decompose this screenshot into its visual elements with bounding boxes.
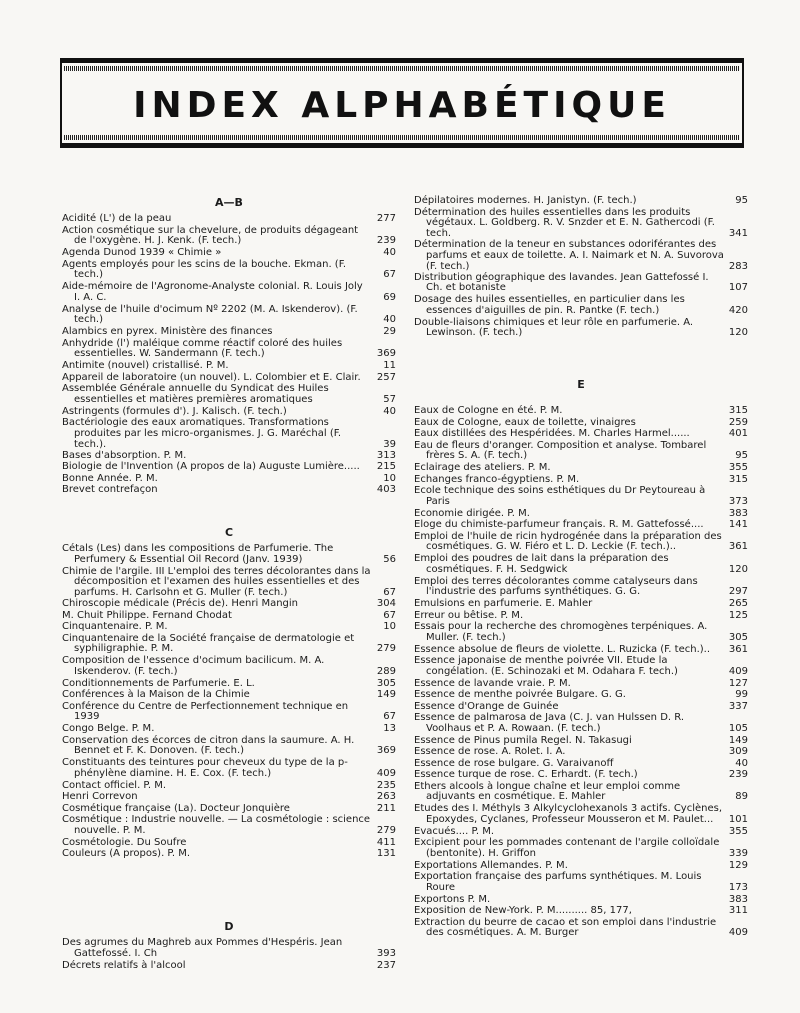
index-entry [414, 906, 748, 917]
index-entry [62, 373, 396, 384]
entry-page-number: 309 [728, 746, 748, 757]
entry-title: Bonne Année. P. M. [62, 472, 158, 484]
entry-page-number: 149 [728, 734, 748, 746]
entry-title: Chiroscopie médicale (Précis de). Henri Mangin [62, 598, 299, 609]
index-entry [62, 474, 396, 485]
entry-title: Etudes des I. Méthyls 3 Alkylcyclohexanols 3 actifs. Cyclènes, Epoxydes, Cyclanes, Professeur Mousseron et M. Paulet... [414, 803, 723, 825]
entry-page-number: 239 [376, 235, 396, 247]
entry-page-number: 393 [376, 947, 396, 959]
entry-page-number: 305 [376, 677, 396, 689]
entry-page-number: 95 [735, 195, 748, 206]
entry-page-number: 411 [376, 836, 396, 848]
entry-page-number: 409 [376, 767, 396, 779]
entry-title: Congo Belge. P. M. [62, 723, 155, 734]
entry-title: Astringents (formules d'). J. Kalisch. (F. tech.) [62, 405, 287, 417]
entry-page-number: 337 [728, 700, 748, 712]
entry-title: Cosmétologie. Du Soufre [62, 836, 187, 848]
entry-page-number: 125 [728, 609, 748, 621]
entry-title: Evacués.... P. M. [414, 825, 495, 837]
entry-page-number: 297 [728, 586, 748, 598]
index-entry [414, 429, 748, 440]
entry-page-number: 56 [383, 553, 396, 565]
index-entry [62, 849, 396, 860]
index-entry [414, 577, 748, 599]
entry-title: Couleurs (A propos). P. M. [62, 848, 191, 859]
page-title: INDEX ALPHABÉTIQUE [133, 85, 671, 126]
entry-page-number: 89 [735, 791, 748, 803]
entry-title: Distribution géographique des lavandes. Jean Gattefossé I. Ch. et botaniste [414, 271, 709, 294]
index-entry [414, 827, 748, 838]
entry-title: Essence de rose. A. Rolet. I. A. [414, 746, 566, 757]
index-entry [414, 318, 748, 340]
entry-page-number: 141 [728, 519, 748, 530]
entry-title: Chimie de l'argile. III L'emploi des terres décolorantes dans la décomposition et l'examen des huiles essentielles et des parfums. H. Carlsohn et G. Muller (F. tech.) [62, 565, 371, 599]
index-entry [414, 759, 748, 770]
entry-title: Constituants des teintures pour cheveux du type de la p-phénylène diamine. H. E. Cox. (F. tech.) [62, 757, 348, 779]
entry-title: Cosmétique : Industrie nouvelle. — La cosmétologie : science nouvelle. P. M. [62, 814, 371, 836]
index-entry [414, 702, 748, 713]
entry-title: Bactériologie des eaux aromatiques. Transformations produites par les micro-organismes. J. G. Maréchal (F. tech.). [62, 417, 342, 450]
index-entry [62, 815, 396, 837]
entry-page-number: 211 [376, 802, 396, 814]
entry-title: Excipient pour les pommades contenant de l'argile colloïdale (bentonite). H. Griffon [414, 837, 720, 859]
index-entry [414, 611, 748, 622]
entry-page-number: 420 [728, 304, 748, 316]
index-entry [62, 339, 396, 361]
entry-page-number: 277 [376, 213, 396, 224]
index-entry [62, 451, 396, 462]
index-entry [414, 208, 748, 240]
index-entry [62, 485, 396, 496]
index-entry [414, 532, 748, 554]
entry-title: Dépilatoires modernes. H. Janistyn. (F. tech.) [414, 195, 637, 206]
index-entry [414, 895, 748, 906]
entry-page-number: 369 [376, 348, 396, 360]
entry-page-number: 373 [728, 495, 748, 507]
entry-title: Emploi des terres décolorantes comme catalyseurs dans l'industrie des parfums synthétiques. G. G. [414, 575, 698, 598]
entry-title: Essais pour la recherche des chromogènes terpéniques. A. Muller. (F. tech.) [414, 621, 708, 643]
entry-page-number: 105 [728, 722, 748, 734]
index-entry [62, 611, 396, 622]
entry-page-number: 361 [728, 643, 748, 655]
entry-page-number: 149 [376, 689, 396, 700]
entry-page-number: 313 [376, 449, 396, 461]
entry-page-number: 409 [728, 665, 748, 677]
entry-title: Economie dirigée. P. M. [414, 507, 530, 519]
index-entry [62, 792, 396, 803]
entry-title: Eloge du chimiste-parfumeur français. R. M. Gattefossé.... [414, 519, 704, 530]
index-entry [62, 781, 396, 792]
entry-title: Exportons P. M. [414, 893, 491, 905]
index-entry [62, 407, 396, 418]
entry-page-number: 13 [383, 723, 396, 734]
index-entry [62, 384, 396, 406]
index-entry [62, 327, 396, 338]
entry-page-number: 259 [728, 416, 748, 428]
entry-title: Anhydride (l') maléique comme réactif coloré des huiles essentielles. W. Sandermann (F. tech.) [62, 337, 343, 360]
index-entry [62, 418, 396, 450]
entry-title: Ecole technique des soins esthétiques du Dr Peytoureau à Paris [414, 485, 706, 507]
entry-title: Alambics en pyrex. Ministère des finances [62, 326, 273, 337]
entry-page-number: 315 [728, 473, 748, 485]
index-entry [62, 679, 396, 690]
entry-title: Conférence du Centre de Perfectionnement technique en 1939 [62, 700, 349, 723]
index-entry [414, 240, 748, 272]
index-entry [414, 656, 748, 678]
entry-page-number: 11 [383, 360, 396, 371]
entry-title: Assemblée Générale annuelle du Syndicat des Huiles essentielles et matières premières aromatiques [62, 383, 329, 405]
index-entry [414, 622, 748, 644]
entry-title: Double-liaisons chimiques et leur rôle en parfumerie. A. Lewinson. (F. tech.) [414, 316, 694, 339]
entry-title: Essence de rose bulgare. G. Varaivanoff [414, 757, 614, 769]
index-entry [62, 599, 396, 610]
entry-title: Exportation française des parfums synthétiques. M. Louis Roure [414, 871, 702, 893]
entry-page-number: 127 [728, 677, 748, 689]
index-entry [414, 861, 748, 872]
entry-page-number: 279 [376, 643, 396, 655]
index-entry [414, 520, 748, 531]
section-heading: E [577, 378, 585, 391]
entry-title: Essence de palmarosa de Java (C. J. van Hulssen D. R. Voolhaus et P. A. Rowaan. (F. tech.) [414, 712, 685, 734]
entry-title: Exposition de New-York. P. M.......... 85, 177, [414, 905, 632, 916]
entry-page-number: 235 [376, 779, 396, 791]
entry-page-number: 341 [728, 228, 748, 240]
entry-page-number: 10 [383, 621, 396, 632]
entry-title: Eclairage des ateliers. P. M. [414, 462, 551, 473]
entry-page-number: 99 [735, 689, 748, 700]
index-entry [414, 196, 748, 207]
entry-title: Brevet contrefaçon [62, 484, 158, 495]
index-entry [62, 282, 396, 304]
index-entry [62, 702, 396, 724]
entry-page-number: 237 [376, 959, 396, 971]
entry-page-number: 29 [383, 326, 396, 337]
entry-page-number: 257 [376, 371, 396, 383]
entry-page-number: 120 [728, 327, 748, 339]
index-entry [62, 544, 396, 566]
entry-page-number: 339 [728, 847, 748, 859]
entry-page-number: 305 [728, 631, 748, 643]
entry-page-number: 215 [376, 461, 396, 472]
index-entry [414, 736, 748, 747]
entry-title: Appareil de laboratoire (un nouvel). L. Colombier et E. Clair. [62, 371, 361, 383]
entry-title: Essence de menthe poivrée Bulgare. G. G. [414, 689, 626, 700]
index-entry [62, 736, 396, 758]
index-entry [414, 463, 748, 474]
entry-page-number: 67 [383, 609, 396, 621]
entry-page-number: 355 [728, 462, 748, 473]
index-entry [414, 770, 748, 781]
section-heading: D [224, 920, 234, 933]
entry-page-number: 107 [728, 282, 748, 294]
entry-page-number: 369 [376, 745, 396, 757]
entry-title: Conférences à la Maison de la Chimie [62, 689, 250, 700]
entry-title: Essence de lavande vraie. P. M. [414, 677, 571, 689]
entry-page-number: 173 [728, 881, 748, 893]
index-entry [414, 645, 748, 656]
index-entry [414, 599, 748, 610]
index-entry [62, 634, 396, 656]
entry-page-number: 311 [728, 905, 748, 916]
entry-title: Conservation des écorces de citron dans la saumure. A. H. Bennet et F. K. Donoven. (F. tech.) [62, 734, 355, 757]
entry-page-number: 40 [383, 247, 396, 258]
index-entry [414, 804, 748, 826]
entry-title: Contact officiel. P. M. [62, 779, 167, 791]
entry-title: Agenda Dunod 1939 « Chimie » [62, 247, 222, 258]
entry-page-number: 409 [728, 927, 748, 939]
index-entry [62, 361, 396, 372]
entry-page-number: 57 [383, 393, 396, 405]
entry-title: Composition de l'essence d'ocimum bacilicum. M. A. Iskenderov. (F. tech.) [62, 655, 325, 677]
entry-title: Eaux de Cologne en été. P. M. [414, 405, 563, 416]
index-entry [414, 509, 748, 520]
entry-title: Eau de fleurs d'oranger. Composition et analyse. Tombarel frères S. A. (F. tech.) [414, 439, 707, 462]
entry-title: Ethers alcools à longue chaîne et leur emploi comme adjuvants en cosmétique. E. Mahler [414, 780, 681, 803]
entry-page-number: 263 [376, 791, 396, 802]
entry-title: Emulsions en parfumerie. E. Mahler [414, 598, 593, 609]
index-entry [414, 475, 748, 486]
index-entry [62, 961, 396, 972]
entry-title: Acidité (L') de la peau [62, 213, 172, 224]
index-entry [62, 622, 396, 633]
index-entry [414, 872, 748, 894]
index-entry [414, 441, 748, 463]
index-entry [62, 690, 396, 701]
entry-page-number: 383 [728, 893, 748, 905]
index-entry [414, 418, 748, 429]
index-entry [62, 724, 396, 735]
entry-page-number: 67 [383, 711, 396, 723]
entry-title: Essence d'Orange de Guinée [414, 700, 559, 712]
entry-page-number: 120 [728, 563, 748, 575]
index-entry [414, 679, 748, 690]
entry-title: Essence japonaise de menthe poivrée VII. Etude la congélation. (E. Schinozaki et M. Odahara F. tech.) [414, 655, 678, 677]
entry-title: M. Chuit Philippe. Fernand Chodat [62, 609, 232, 621]
entry-title: Cétals (Les) dans les compositions de Parfumerie. The Perfumery & Essential Oil Record (Janv. 1939) [62, 543, 334, 565]
index-entry [414, 713, 748, 735]
entry-title: Essence de Pinus pumila Regel. N. Takasugi [414, 734, 632, 746]
entry-page-number: 283 [728, 260, 748, 272]
entry-page-number: 39 [383, 438, 396, 450]
index-entry [414, 406, 748, 417]
entry-title: Analyse de l'huile d'ocimum Nº 2202 (M. A. Iskenderov). (F. tech.) [62, 303, 358, 326]
index-entry [62, 214, 396, 225]
entry-page-number: 40 [383, 314, 396, 326]
entry-title: Conditionnements de Parfumerie. E. L. [62, 677, 255, 689]
entry-title: Eaux de Cologne, eaux de toilette, vinaigres [414, 416, 636, 428]
entry-title: Echanges franco-égyptiens. P. M. [414, 473, 580, 485]
index-entry [62, 260, 396, 282]
entry-page-number: 40 [383, 405, 396, 417]
entry-title: Biologie de l'Invention (A propos de la) Auguste Lumière..... [62, 461, 360, 472]
entry-page-number: 10 [383, 472, 396, 484]
entry-page-number: 355 [728, 825, 748, 837]
index-entry [414, 747, 748, 758]
entry-page-number: 129 [728, 859, 748, 871]
entry-page-number: 67 [383, 587, 396, 599]
entry-title: Des agrumes du Maghreb aux Pommes d'Hespéris. Jean Gattefossé. I. Ch [62, 937, 343, 959]
entry-title: Antimite (nouvel) cristallisé. P. M. [62, 360, 229, 371]
entry-page-number: 131 [376, 848, 396, 859]
index-entry [62, 462, 396, 473]
index-entry [414, 918, 748, 940]
entry-title: Emploi de l'huile de ricin hydrogénée dans la préparation des cosmétiques. G. W. Fiéro et L. D. Leckie (F. tech.).. [414, 530, 722, 553]
entry-title: Aide-mémoire de l'Agronome-Analyste colonial. R. Louis Joly I. A. C. [62, 281, 363, 303]
index-entry [414, 782, 748, 804]
index-entry [414, 838, 748, 860]
entry-page-number: 67 [383, 269, 396, 281]
entry-page-number: 69 [383, 291, 396, 303]
index-entry [62, 758, 396, 780]
entry-title: Exportations Allemandes. P. M. [414, 859, 568, 871]
entry-title: Extraction du beurre de cacao et son emploi dans l'industrie des cosmétiques. A. M. Burger [414, 916, 717, 939]
index-entry [62, 938, 396, 960]
title-frame [60, 58, 744, 148]
entry-title: Erreur ou bêtise. P. M. [414, 609, 524, 621]
entry-title: Essence turque de rose. C. Erhardt. (F. tech.) [414, 769, 638, 780]
entry-title: Décrets relatifs à l'alcool [62, 959, 186, 971]
index-entry [62, 226, 396, 248]
entry-title: Dosage des huiles essentielles, en particulier dans les essences d'aiguilles de pin. R. Pantke (F. tech.) [414, 294, 685, 316]
entry-page-number: 279 [376, 824, 396, 836]
entry-page-number: 304 [376, 598, 396, 609]
index-entry [62, 838, 396, 849]
entry-page-number: 40 [735, 757, 748, 769]
index-entry [62, 305, 396, 327]
entry-page-number: 315 [728, 405, 748, 416]
entry-page-number: 383 [728, 507, 748, 519]
entry-page-number: 401 [728, 428, 748, 439]
entry-title: Détermination des huiles essentielles dans les produits végétaux. L. Goldberg. R. V. Snzder et E. N. Gathercodi (F. tech. [414, 206, 715, 240]
entry-page-number: 239 [728, 769, 748, 780]
entry-title: Eaux distillées des Hespéridées. M. Charles Harmel...... [414, 428, 690, 439]
entry-title: Action cosmétique sur la chevelure, de produits dégageant de l'oxygène. H. J. Kenk. (F. tech.) [62, 224, 359, 247]
entry-title: Henri Correvon [62, 791, 138, 802]
entry-title: Bases d'absorption. P. M. [62, 449, 187, 461]
entry-page-number: 265 [728, 598, 748, 609]
index-entry [62, 804, 396, 815]
entry-title: Agents employés pour les scins de la bouche. Ekman. (F. tech.) [62, 258, 347, 281]
index-entry [414, 690, 748, 701]
entry-title: Cosmétique française (La). Docteur Jonquière [62, 802, 290, 814]
index-entry [414, 486, 748, 508]
entry-title: Détermination de la teneur en substances odoriférantes des parfums et eaux de toilette. A. I. Naimark et N. A. Suvorova (F. tech.) [414, 239, 724, 272]
index-entry [62, 656, 396, 678]
entry-page-number: 289 [376, 665, 396, 677]
index-entry [62, 567, 396, 599]
entry-page-number: 361 [728, 541, 748, 553]
section-heading: A—B [215, 196, 243, 209]
entry-title: Emploi des poudres de lait dans la préparation des cosmétiques. F. H. Sedgwick [414, 553, 669, 575]
entry-page-number: 403 [376, 484, 396, 495]
entry-page-number: 95 [735, 450, 748, 462]
section-heading: C [224, 526, 234, 539]
entry-title: Essence absolue de fleurs de violette. L. Ruzicka (F. tech.).. [414, 643, 711, 655]
index-entry [414, 295, 748, 317]
entry-title: Cinquantenaire. P. M. [62, 621, 168, 632]
index-entry [414, 554, 748, 576]
entry-title: Cinquantenaire de la Société française de dermatologie et syphiligraphie. P. M. [62, 632, 355, 655]
index-entry [414, 273, 748, 295]
index-entry [62, 248, 396, 259]
entry-page-number: 101 [728, 813, 748, 825]
